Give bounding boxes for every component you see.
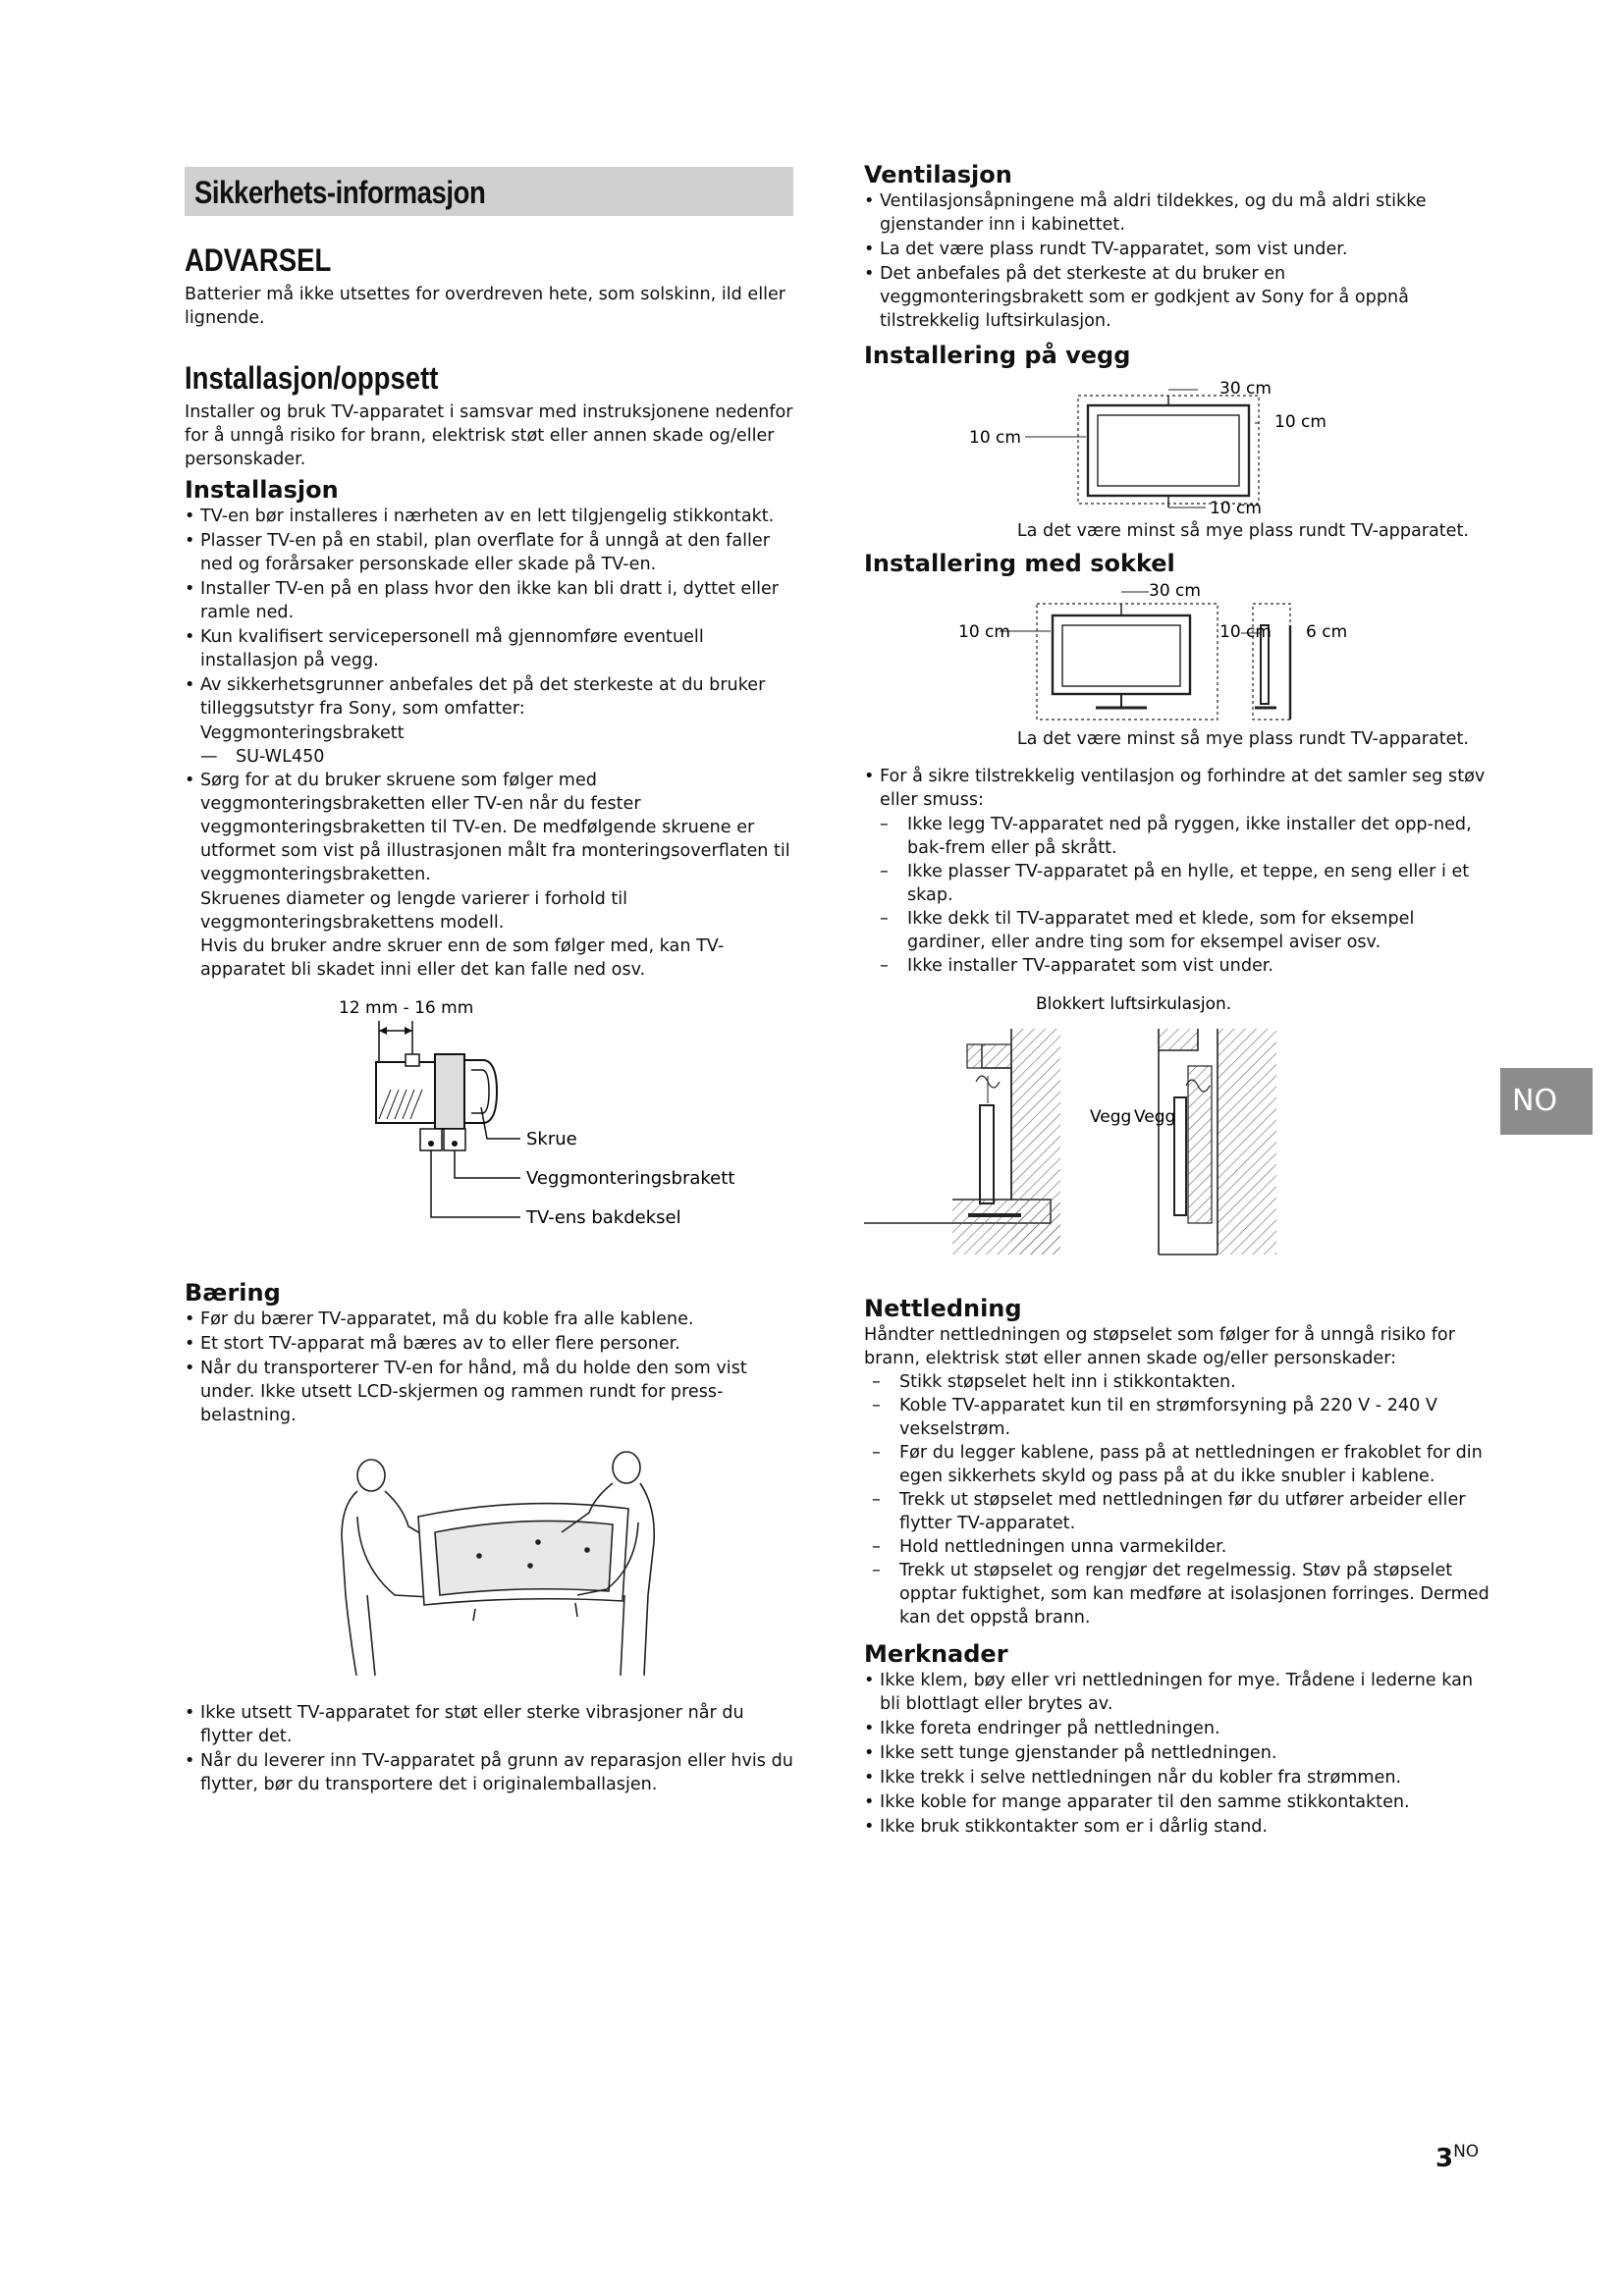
screw-note-1: Skruenes diameter og lengde varierer i forhold til veggmonteringsbrakettens modell.	[200, 889, 628, 933]
right-column	[864, 160, 1492, 1840]
list-item: • Ikke klem, bøy eller vri nettledningen for mye. Trådene i lederne kan bli blottlagt eller brytes av.	[864, 1669, 1492, 1716]
list-item: • Ventilasjonsåpningene må aldri tildekkes, og du må aldri stikke gjenstander inn i kabinettet.	[864, 189, 1492, 237]
list-item: • Det anbefales på det sterkeste at du bruker en veggmonteringsbrakett som er godkjent av Sony for å oppnå tilstrekkelig luftsirkulasjon.	[864, 262, 1492, 333]
stand-left-label: 10 cm	[958, 622, 1010, 642]
list-item: • Før du bærer TV-apparatet, må du koble fra alle kablene.	[185, 1308, 793, 1331]
list-item: – Trekk ut støpselet med nettledningen før du utfører arbeider eller flytter TV-apparatet.	[864, 1488, 1492, 1535]
list-item: • La det være plass rundt TV-apparatet, som vist under.	[864, 238, 1492, 261]
screw-diagram	[185, 991, 793, 1237]
bracket-name: Veggmonteringsbrakett	[200, 723, 405, 743]
stand-title: Installering med sokkel	[864, 550, 1175, 577]
wall-label-1: Vegg	[1090, 1107, 1132, 1127]
stand-top-label: 30 cm	[1149, 581, 1201, 601]
bracket-label: Veggmonteringsbrakett	[526, 1168, 735, 1189]
language-tab: NO	[1500, 1068, 1593, 1135]
list-item: • Ikke sett tunge gjenstander på nettledningen.	[864, 1741, 1492, 1765]
list-item: • Kun kvalifisert servicepersonell må gjennomføre eventuell installasjon på vegg.	[185, 625, 793, 672]
list-item: • Ikke utsett TV-apparatet for støt eller sterke vibrasjoner når du flytter det.	[185, 1701, 793, 1748]
vent-more-list	[864, 765, 1492, 812]
cord-intro: Håndter nettledningen og støpselet som følger for å unngå risiko for brann, elektrisk støt eller annen skade og/eller personskader:	[864, 1325, 1455, 1368]
installasjon-list	[185, 505, 793, 721]
list-item: – Ikke legg TV-apparatet ned på ryggen, ikke installer det opp-ned, bak-frem eller på skrått.	[872, 813, 1492, 860]
list-item: • Installer TV-en på en plass hvor den ikke kan bli dratt i, dyttet eller ramle ned.	[185, 577, 793, 624]
install-title: Installasjon/oppsett	[185, 360, 439, 396]
screw-dimension-label: 12 mm - 16 mm	[339, 998, 474, 1018]
list-item: – Før du legger kablene, pass på at nettledningen er frakoblet for din egen sikkerhets skyld og pass på at du ikke snubler i kablene.	[864, 1441, 1492, 1488]
wall-left-label: 10 cm	[969, 428, 1021, 448]
list-item: • Et stort TV-apparat må bæres av to eller flere personer.	[185, 1332, 793, 1356]
notes-title: Merknader	[864, 1640, 1008, 1668]
page-number	[1435, 2142, 1479, 2173]
baering-title: Bæring	[185, 1279, 281, 1307]
list-item: • For å sikre tilstrekkelig ventilasjon og forhindre at det samler seg støv eller smuss:	[864, 765, 1492, 812]
list-item: – Ikke plasser TV-apparatet på en hylle, et teppe, en seng eller i et skap.	[872, 860, 1492, 907]
carrying-illustration	[185, 1448, 793, 1683]
bracket-model: — SU-WL450	[185, 745, 793, 769]
wall-bottom-label: 10 cm	[1210, 499, 1262, 517]
stand-back-label: 6 cm	[1306, 622, 1348, 642]
wall-label-2: Vegg	[1134, 1107, 1176, 1127]
list-item: • Ikke bruk stikkontakter som er i dårlig stand.	[864, 1815, 1492, 1839]
list-item: • Når du transporterer TV-en for hånd, må du holde den som vist under. Ikke utsett LCD-skjermen og rammen rundt for press-belastning.	[185, 1357, 793, 1427]
list-item: – Hold nettledningen unna varmekilder.	[864, 1535, 1492, 1559]
section-header	[185, 167, 793, 216]
cord-title: Nettledning	[864, 1295, 1022, 1322]
blocked-title: Blokkert luftsirkulasjon.	[1036, 994, 1232, 1014]
screw-label: Skrue	[526, 1129, 577, 1149]
warning-text: Batterier må ikke utsettes for overdreven hete, som solskinn, ild eller lignende.	[185, 285, 786, 328]
list-item: – Ikke installer TV-apparatet som vist under.	[872, 954, 1492, 978]
warning-title: ADVARSEL	[185, 242, 332, 278]
list-item: – Trekk ut støpselet og rengjør det regelmessig. Støv på støpselet opptar fuktighet, som kan medføre at isolasjonen forringes. Dermed kan det oppstå brann.	[864, 1559, 1492, 1629]
stand-right-label: 10 cm	[1219, 622, 1272, 642]
list-item: • Sørg for at du bruker skruene som følger med veggmonteringsbraketten eller TV-en når du fester veggmonteringsbraketten til TV-en. De medfølgende skruene er utformet som vist på illustrasjonen målt fra monteringsoverflaten til veggmonteringsbraketten.	[185, 769, 793, 886]
page-number-suffix: NO	[1453, 2142, 1480, 2162]
section-title: Sikkerhets-informasjon	[194, 175, 486, 210]
installasjon-title: Installasjon	[185, 476, 339, 504]
wall-top-label: 30 cm	[1219, 379, 1272, 399]
page-number-value: 3	[1435, 2144, 1454, 2173]
stand-clearance-diagram	[864, 578, 1492, 725]
cover-label: TV-ens bakdeksel	[526, 1207, 681, 1228]
wall-caption: La det være minst så mye plass rundt TV-apparatet.	[1016, 521, 1469, 541]
list-item: • Ikke trekk i selve nettledningen når du kobler fra strømmen.	[864, 1766, 1492, 1789]
vent-list	[864, 189, 1492, 333]
cord-dash-list	[864, 1370, 1492, 1629]
vent-dash-list	[864, 813, 1492, 978]
list-item: • Av sikkerhetsgrunner anbefales det på det sterkeste at du bruker tilleggsutstyr fra Sony, som omfatter:	[185, 673, 793, 721]
list-item: • Ikke koble for mange apparater til den samme stikkontakten.	[864, 1790, 1492, 1814]
screw-note-2: Hvis du bruker andre skruer enn de som følger med, kan TV-apparatet bli skadet inni eller det kan falle ned osv.	[200, 936, 725, 980]
wall-clearance-diagram	[864, 370, 1492, 517]
list-item: – Ikke dekk til TV-apparatet med et klede, som for eksempel gardiner, eller andre ting som for eksempel aviser osv.	[872, 907, 1492, 954]
list-item: – Stikk støpselet helt inn i stikkontakten.	[864, 1370, 1492, 1394]
screw-list	[185, 769, 793, 886]
vent-title: Ventilasjon	[864, 161, 1012, 188]
install-intro: Installer og bruk TV-apparatet i samsvar med instruksjonene nedenfor for å unngå risiko for brann, elektrisk støt eller annen skade og/eller personskader.	[185, 402, 793, 469]
left-column	[185, 167, 793, 1797]
baering-list-2	[185, 1701, 793, 1796]
wall-right-label: 10 cm	[1274, 412, 1326, 432]
list-item: – Koble TV-apparatet kun til en strømforsyning på 220 V - 240 V vekselstrøm.	[864, 1394, 1492, 1441]
list-item: • Ikke foreta endringer på nettledningen.	[864, 1717, 1492, 1740]
wall-title: Installering på vegg	[864, 342, 1131, 369]
blocked-airflow-diagram	[864, 988, 1492, 1282]
baering-list	[185, 1308, 793, 1427]
stand-caption: La det være minst så mye plass rundt TV-apparatet.	[1016, 729, 1469, 749]
list-item: • Når du leverer inn TV-apparatet på grunn av reparasjon eller hvis du flytter, bør du transportere det i originalemballasjen.	[185, 1749, 793, 1796]
notes-list	[864, 1669, 1492, 1839]
list-item: • Plasser TV-en på en stabil, plan overflate for å unngå at den faller ned og forårsaker personskade eller skade på TV-en.	[185, 529, 793, 576]
list-item: • TV-en bør installeres i nærheten av en lett tilgjengelig stikkontakt.	[185, 505, 793, 528]
